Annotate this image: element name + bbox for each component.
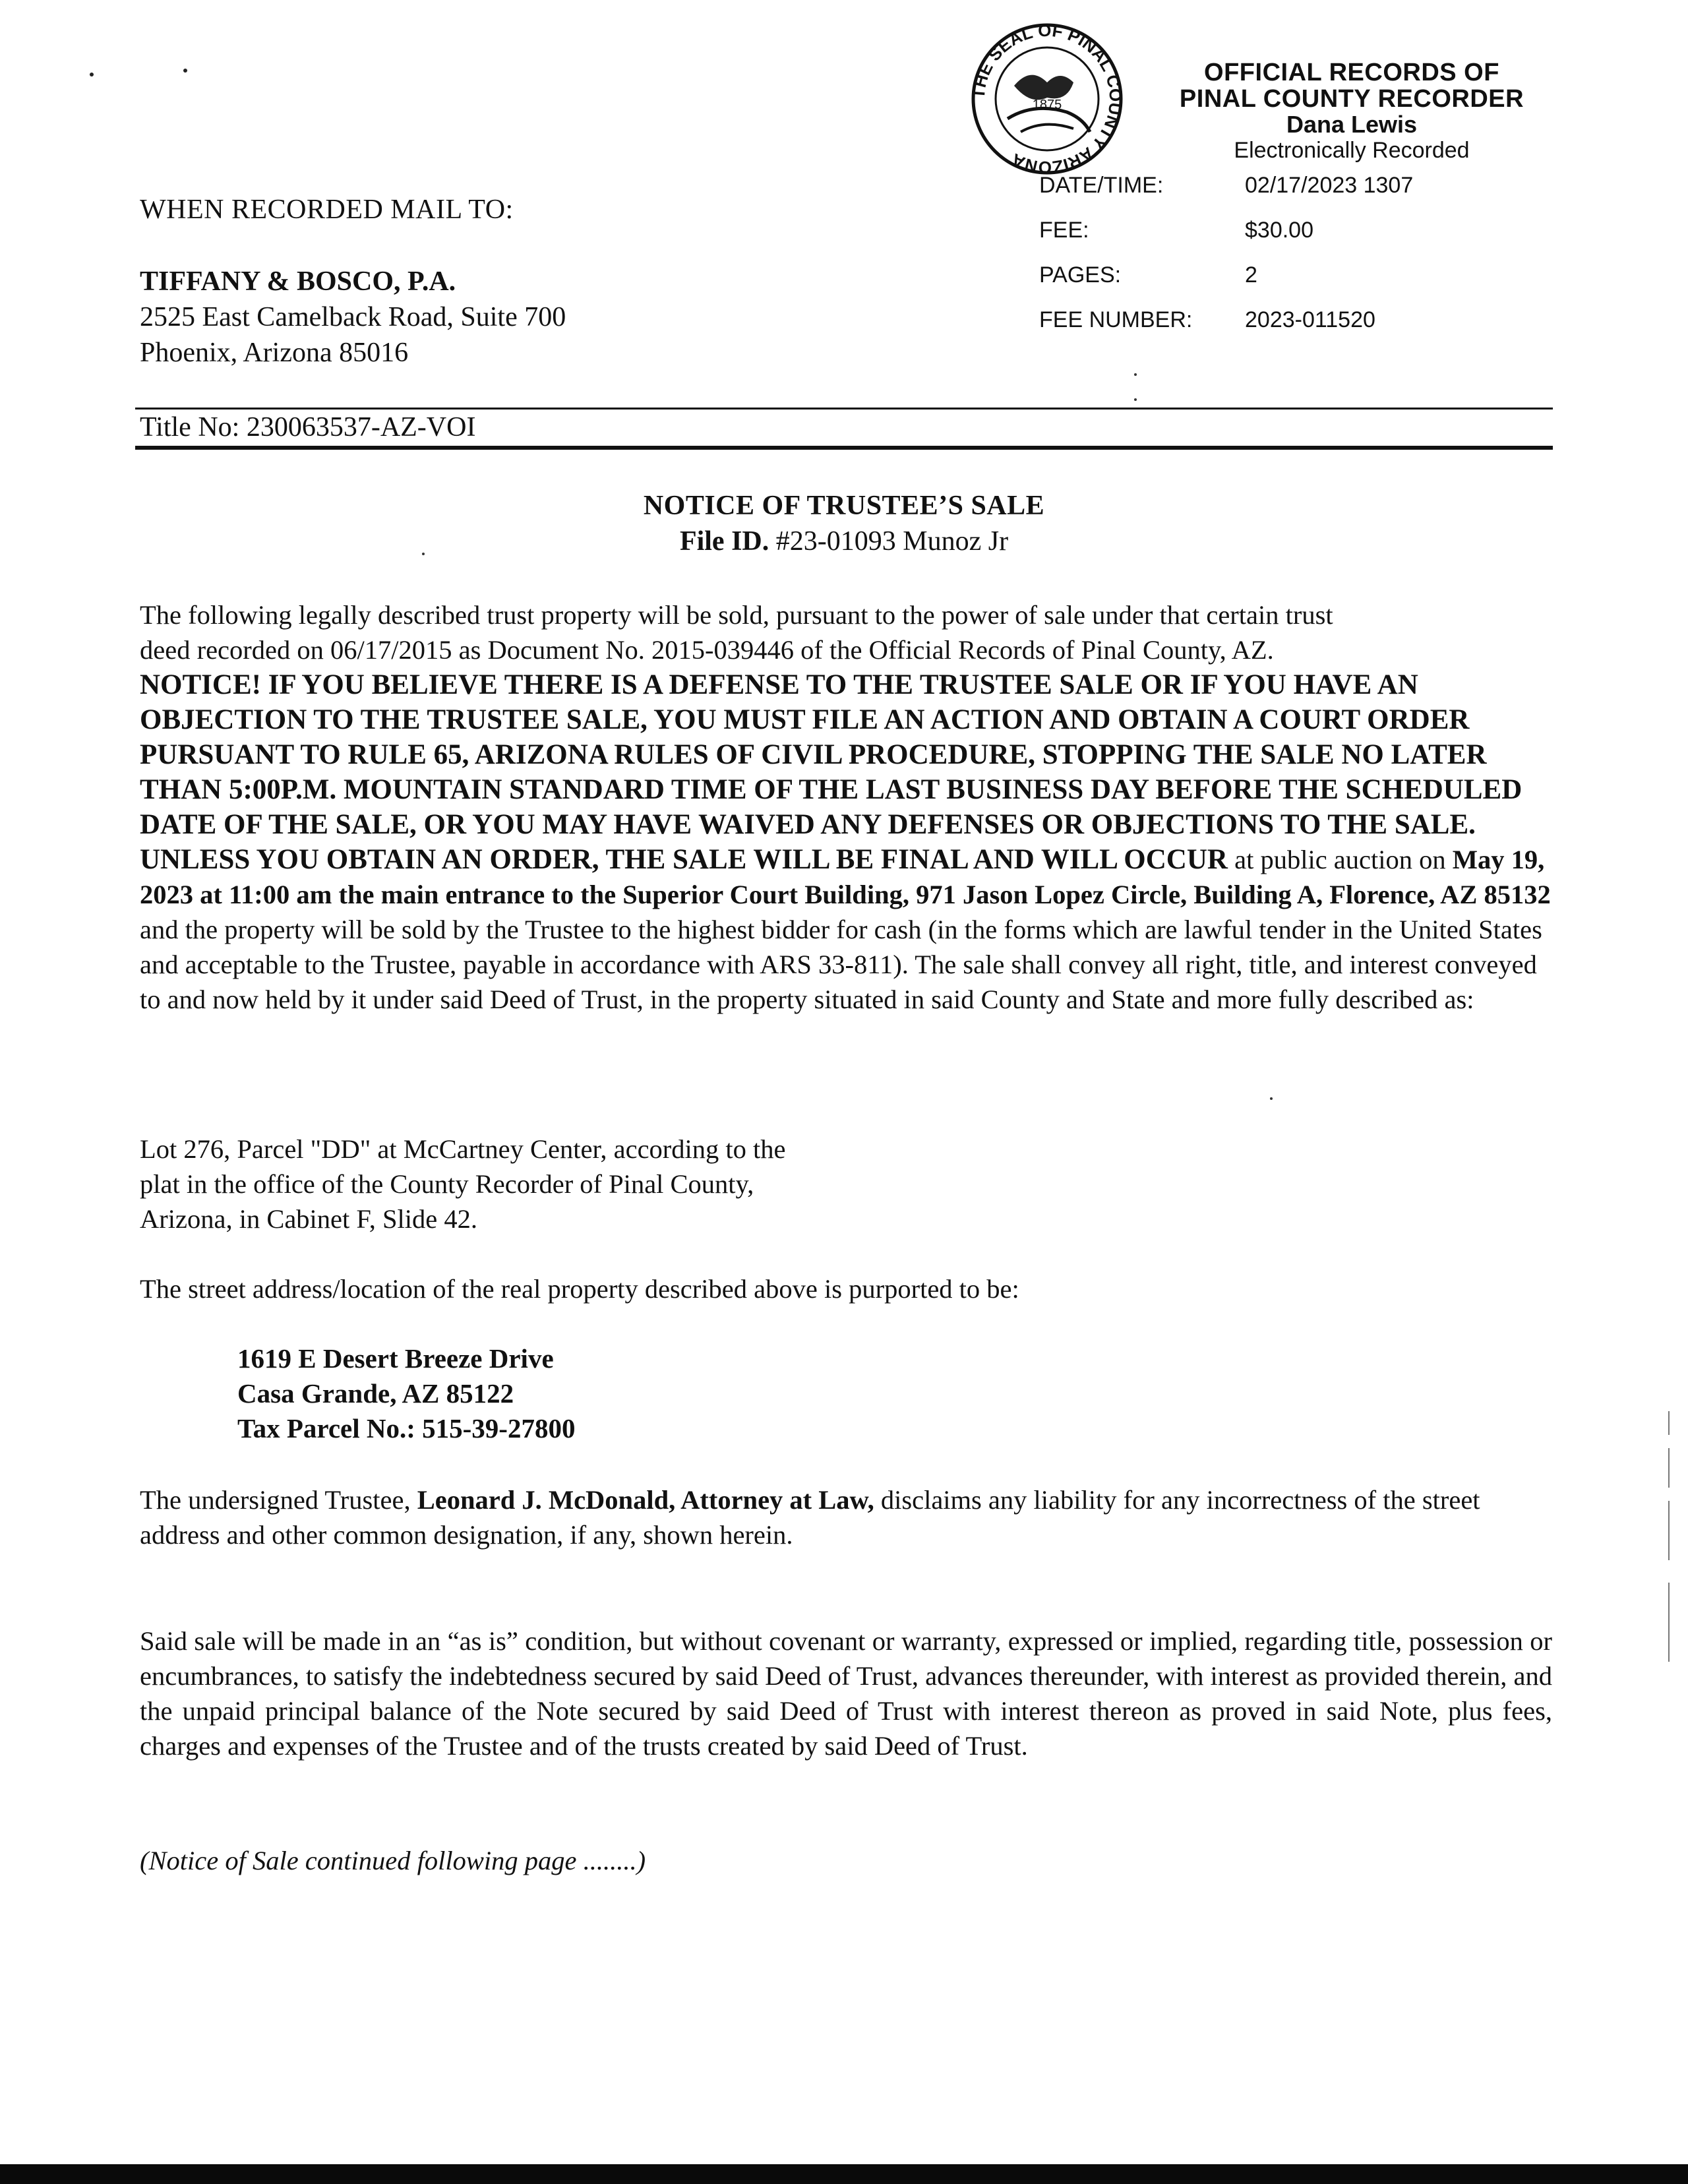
firm-name: TIFFANY & BOSCO, P.A. (140, 266, 456, 297)
notice-warning: NOTICE! IF YOU BELIEVE THERE IS A DEFENSE TO THE TRUSTEE SALE OR IF YOU HAVE AN OBJECTION TO THE TRUSTEE SALE, YOU MUST FILE AN ACTION AND OBTAIN A COURT ORDER PURSUANT TO RULE 65, ARIZONA RULES OF CIVIL PROCEDURE, STOPPING THE SALE NO LATER THAN 5:00P.M. MOUNTAIN STANDARD TIME OF THE LAST BUSINESS DAY BEFORE THE SCHEDULED DATE OF THE SALE, OR YOU MAY HAVE WAIVED ANY DEFENSES OR OBJECTIONS TO THE SALE. UNLESS YOU OBTAIN AN ORDER, THE SALE WILL BE FINAL AND WILL OCCUR (140, 669, 1522, 875)
sale-paragraph (140, 597, 1552, 1017)
trustee-name: Leonard J. McDonald, Attorney at Law, (417, 1485, 874, 1515)
file-id-label: File ID. (679, 526, 769, 557)
page-title: NOTICE OF TRUSTEE’S SALE (643, 491, 1045, 521)
mail-to-address (140, 264, 566, 371)
field-value: $30.00 (1245, 218, 1313, 243)
scan-edge-mark (1668, 1448, 1670, 1488)
as-is-paragraph: Said sale will be made in an “as is” condition, but without covenant or warranty, expressed or implied, regarding title, possession or encumbrances, to satisfy the indebtedness secured by said Deed of Trust, advances thereunder, with interest as provided therein, and the unpaid principal balance of the Note secured by said Deed of Trust with interest thereon as proved in said Note, plus fees, charges and expenses of the Trustee and of the trusts created by said Deed of Trust. (140, 1626, 1553, 1761)
recorder-title-line1: OFFICIAL RECORDS OF (1204, 59, 1499, 86)
scan-speck (1134, 373, 1137, 376)
scan-edge-mark (1668, 1583, 1670, 1662)
legal-description (140, 1132, 786, 1236)
field-value: 2 (1245, 262, 1257, 288)
auction-details: May 19, 2023 at 11:00 am the main entrance to the Superior Court Building, 971 Jason Lopez Circle, Building A, Florence, AZ 85132 (140, 845, 1551, 909)
field-value: 02/17/2023 1307 (1245, 173, 1414, 198)
seal-text: THE SEAL OF PINAL COUNTY ARIZONA (968, 20, 1126, 178)
recorder-name: Dana Lewis (1286, 111, 1418, 138)
intro-line1: The following legally described trust property will be sold, pursuant to the power of sale under that certain trust (140, 600, 1333, 630)
scan-speck (90, 73, 94, 76)
mail-to-heading: WHEN RECORDED MAIL TO: (140, 195, 514, 225)
legal-line: Lot 276, Parcel "DD" at McCartney Center, according to the (140, 1134, 786, 1164)
firm-address-line2: Phoenix, Arizona 85016 (140, 338, 409, 368)
scan-speck (1134, 398, 1137, 401)
firm-address-line1: 2525 East Camelback Road, Suite 700 (140, 302, 566, 332)
divider-bottom (135, 446, 1553, 450)
recording-method: Electronically Recorded (1234, 138, 1470, 163)
scan-speck (183, 69, 187, 73)
street-intro: The street address/location of the real property described above is purported to be: (140, 1274, 1019, 1304)
legal-line: Arizona, in Cabinet F, Slide 42. (140, 1204, 477, 1234)
file-id-value: #23-01093 Munoz Jr (769, 526, 1009, 557)
scan-speck (1270, 1097, 1273, 1100)
recorder-header (1121, 59, 1582, 164)
sale-terms: and the property will be sold by the Trustee to the highest bidder for cash (in the forms which are lawful tender in the United States and acceptable to the Trustee, payable in accordance with ARS 33-811). The sale shall convey all right, title, and interest conveyed to and now held by it under said Deed of Trust, in the property situated in said County and State and more fully described as: (140, 915, 1542, 1014)
scan-edge-mark (1668, 1501, 1670, 1560)
auction-text: at public auction on (1227, 845, 1453, 874)
trustee-pre: The undersigned Trustee, (140, 1485, 417, 1515)
file-id (0, 524, 1688, 559)
continued-note: (Notice of Sale continued following page ........) (140, 1846, 646, 1875)
field-label: DATE/TIME: (1039, 173, 1164, 198)
property-city: Casa Grande, AZ 85122 (237, 1378, 514, 1409)
property-address (237, 1341, 575, 1446)
field-value: 2023-011520 (1245, 307, 1375, 332)
scan-edge-mark (1668, 1411, 1670, 1435)
title-number: Title No: 230063537-AZ-VOI (140, 412, 476, 442)
county-seal-icon (968, 20, 1126, 178)
field-label: PAGES: (1039, 262, 1122, 288)
notice-heading (0, 488, 1688, 559)
scan-bottom-edge (0, 2164, 1688, 2184)
trustee-post: disclaims any liability for any incorrectness of the street address and other common designation, if any, shown herein. (140, 1485, 1480, 1550)
legal-line: plat in the office of the County Recorder of Pinal County, (140, 1169, 754, 1199)
field-label: FEE: (1039, 218, 1089, 243)
trustee-paragraph (140, 1482, 1552, 1552)
intro-line2: deed recorded on 06/17/2015 as Document No. 2015-039446 of the Official Records of Pinal County, AZ. (140, 635, 1274, 665)
property-street: 1619 E Desert Breeze Drive (237, 1343, 554, 1374)
field-label: FEE NUMBER: (1039, 307, 1193, 332)
tax-parcel: Tax Parcel No.: 515-39-27800 (237, 1413, 576, 1443)
seal-year: 1875 (1032, 98, 1062, 112)
divider-top (135, 408, 1553, 410)
recorder-title-line2: PINAL COUNTY RECORDER (1179, 85, 1524, 113)
